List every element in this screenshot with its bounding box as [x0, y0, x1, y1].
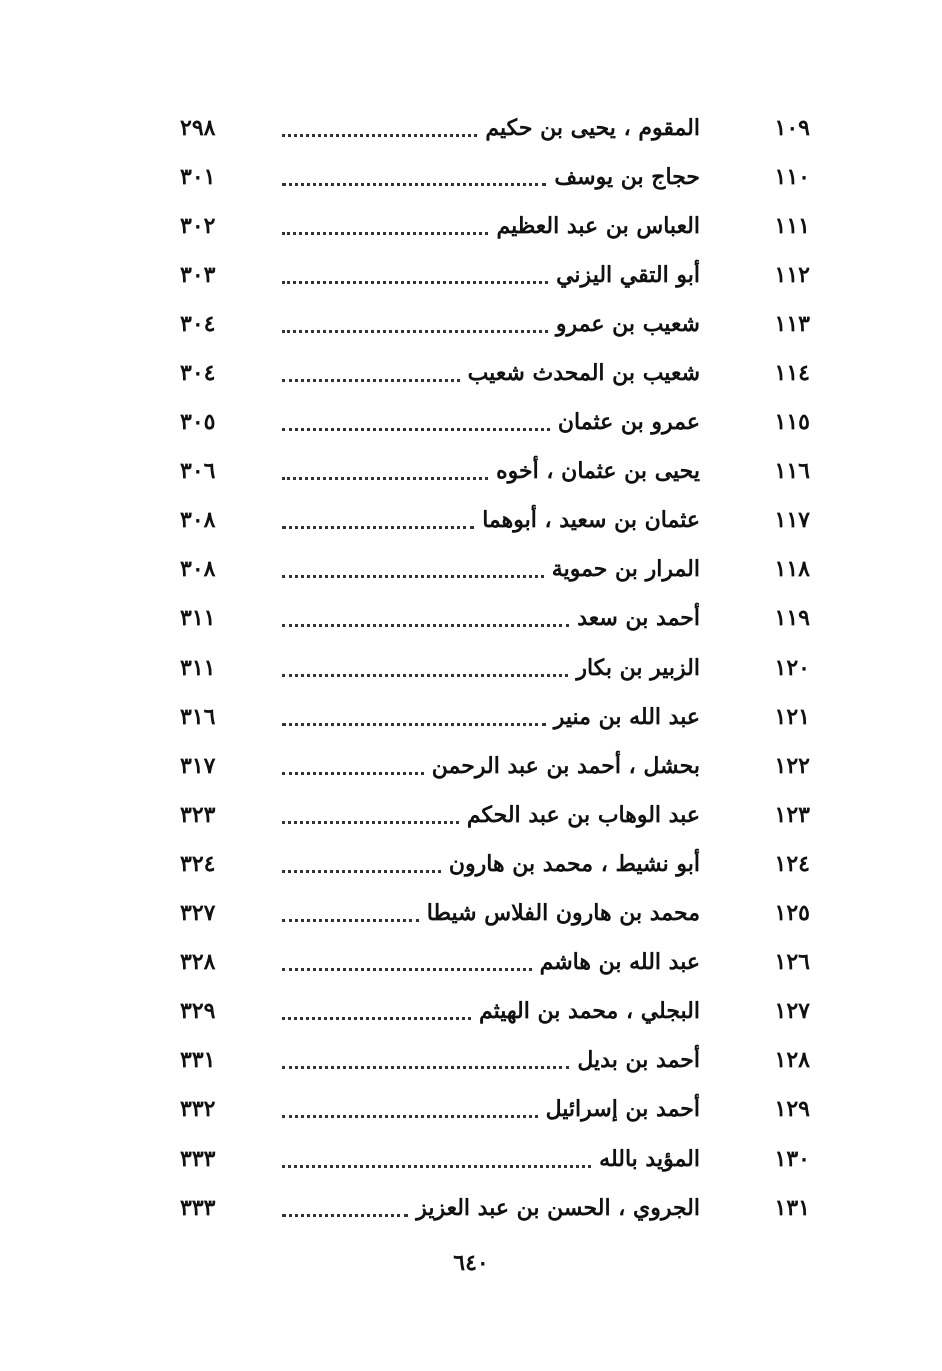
entry-number: ١١٠ — [774, 163, 810, 190]
dot-leader — [282, 1164, 591, 1168]
toc-entry — [180, 103, 810, 152]
entry-number: ١٢٩ — [774, 1096, 810, 1123]
dot-leader — [282, 673, 568, 677]
entry-number: ١٢١ — [774, 703, 810, 730]
dot-leader — [282, 280, 548, 284]
entry-page-number: ٣٠٨ — [180, 507, 216, 534]
entry-title: المرار بن حموية — [551, 556, 700, 583]
entry-page-number: ٣٠١ — [180, 163, 216, 190]
entry-title: حجاج بن يوسف — [554, 163, 700, 190]
entry-number: ١٢٧ — [774, 998, 810, 1025]
entry-number: ١١٩ — [774, 605, 810, 632]
entry-page-number: ٣٣٣ — [180, 1145, 216, 1172]
entry-number: ١١٢ — [774, 261, 810, 288]
toc-entry — [180, 987, 810, 1036]
entry-number: ١١١ — [774, 212, 810, 239]
entry-number: ١١٥ — [774, 409, 810, 436]
toc-entry — [180, 692, 810, 741]
entry-page-number: ٣١١ — [180, 654, 216, 681]
entry-number: ١٢٠ — [774, 654, 810, 681]
dot-leader — [282, 525, 474, 529]
entry-page-number: ٣٢٨ — [180, 949, 216, 976]
toc-entry — [180, 594, 810, 643]
entry-title: بحشل ، أحمد بن عبد الرحمن — [431, 752, 700, 779]
entry-title: أحمد بن إسرائيل — [545, 1096, 700, 1123]
toc-entry — [180, 938, 810, 987]
toc-entry — [180, 643, 810, 692]
entry-title: يحيى بن عثمان ، أخوه — [496, 458, 700, 485]
toc-entry — [180, 1085, 810, 1134]
dot-leader — [282, 967, 532, 971]
entry-page-number: ٣٢٧ — [180, 900, 216, 927]
dot-leader — [282, 869, 441, 873]
entry-page-number: ٣٠٤ — [180, 310, 216, 337]
toc-entry — [180, 1183, 810, 1232]
entry-number: ١١٦ — [774, 458, 810, 485]
dot-leader — [282, 476, 488, 480]
entry-title: عثمان بن سعيد ، أبوهما — [482, 507, 700, 534]
entry-page-number: ٣٣٢ — [180, 1096, 216, 1123]
dot-leader — [282, 133, 477, 137]
entry-page-number: ٣٣١ — [180, 1047, 216, 1074]
toc-entry — [180, 250, 810, 299]
entry-title: المؤيد بالله — [599, 1145, 700, 1172]
entry-page-number: ٣٣٣ — [180, 1194, 216, 1221]
entry-title: أحمد بن بديل — [577, 1047, 700, 1074]
toc-entry — [180, 201, 810, 250]
entry-number: ١١٣ — [774, 310, 810, 337]
dot-leader — [282, 623, 569, 627]
entry-title: عبد الله بن منير — [553, 703, 700, 730]
entry-title: البجلي ، محمد بن الهيثم — [478, 998, 700, 1025]
entry-number: ١٣١ — [774, 1194, 810, 1221]
toc-entry — [180, 398, 810, 447]
entry-page-number: ٣٢٤ — [180, 850, 216, 877]
entry-title: أحمد بن سعد — [577, 605, 700, 632]
table-of-contents — [180, 103, 810, 1232]
entry-page-number: ٣٢٣ — [180, 801, 216, 828]
entry-title: العباس بن عبد العظيم — [496, 212, 700, 239]
toc-entry — [180, 152, 810, 201]
dot-leader — [282, 1114, 538, 1118]
toc-entry — [180, 839, 810, 888]
entry-number: ١١٤ — [774, 360, 810, 387]
entry-number: ١١٨ — [774, 556, 810, 583]
entry-page-number: ٣٠٨ — [180, 556, 216, 583]
entry-page-number: ٣٠٤ — [180, 360, 216, 387]
entry-number: ١٢٨ — [774, 1047, 810, 1074]
toc-entry — [180, 348, 810, 397]
toc-entry — [180, 741, 810, 790]
entry-title: شعيب بن المحدث شعيب — [467, 360, 700, 387]
dot-leader — [282, 771, 424, 775]
toc-entry — [180, 496, 810, 545]
entry-page-number: ٣٠٦ — [180, 458, 216, 485]
entry-number: ١٢٣ — [774, 801, 810, 828]
page-number: ٦٤٠ — [453, 1250, 489, 1276]
dot-leader — [282, 1065, 569, 1069]
toc-entry — [180, 889, 810, 938]
dot-leader — [282, 918, 419, 922]
entry-title: الجروي ، الحسن بن عبد العزيز — [416, 1194, 700, 1221]
toc-entry — [180, 1036, 810, 1085]
entry-page-number: ٣٠٢ — [180, 212, 216, 239]
entry-title: أبو التقي اليزني — [556, 261, 700, 288]
dot-leader — [282, 574, 544, 578]
entry-page-number: ٣٠٣ — [180, 261, 216, 288]
entry-page-number: ٣١١ — [180, 605, 216, 632]
entry-number: ١٢٥ — [774, 900, 810, 927]
dot-leader — [282, 427, 550, 431]
entry-page-number: ٢٩٨ — [180, 114, 216, 141]
dot-leader — [282, 722, 546, 726]
dot-leader — [282, 1016, 471, 1020]
entry-number: ١١٧ — [774, 507, 810, 534]
toc-entry — [180, 545, 810, 594]
entry-page-number: ٣١٧ — [180, 752, 216, 779]
toc-entry — [180, 447, 810, 496]
entry-page-number: ٣٠٥ — [180, 409, 216, 436]
entry-number: ١٢٤ — [774, 850, 810, 877]
entry-number: ١٠٩ — [774, 114, 810, 141]
dot-leader — [282, 1213, 408, 1217]
entry-title: محمد بن هارون الفلاس شيطا — [426, 900, 700, 927]
entry-number: ١٢٦ — [774, 949, 810, 976]
entry-title: أبو نشيط ، محمد بن هارون — [448, 850, 700, 877]
dot-leader — [282, 182, 546, 186]
entry-title: المقوم ، يحيى بن حكيم — [485, 114, 700, 141]
toc-entry — [180, 1134, 810, 1183]
toc-entry — [180, 299, 810, 348]
dot-leader — [282, 378, 460, 382]
entry-title: عبد الله بن هاشم — [539, 949, 700, 976]
entry-number: ١٣٠ — [774, 1145, 810, 1172]
entry-title: شعيب بن عمرو — [555, 310, 700, 337]
entry-number: ١٢٢ — [774, 752, 810, 779]
entry-title: الزبير بن بكار — [576, 654, 700, 681]
dot-leader — [282, 820, 459, 824]
entry-page-number: ٣١٦ — [180, 703, 216, 730]
toc-entry — [180, 790, 810, 839]
entry-title: عمرو بن عثمان — [557, 409, 700, 436]
entry-title: عبد الوهاب بن عبد الحكم — [466, 801, 700, 828]
dot-leader — [282, 329, 548, 333]
dot-leader — [282, 231, 488, 235]
entry-page-number: ٣٢٩ — [180, 998, 216, 1025]
